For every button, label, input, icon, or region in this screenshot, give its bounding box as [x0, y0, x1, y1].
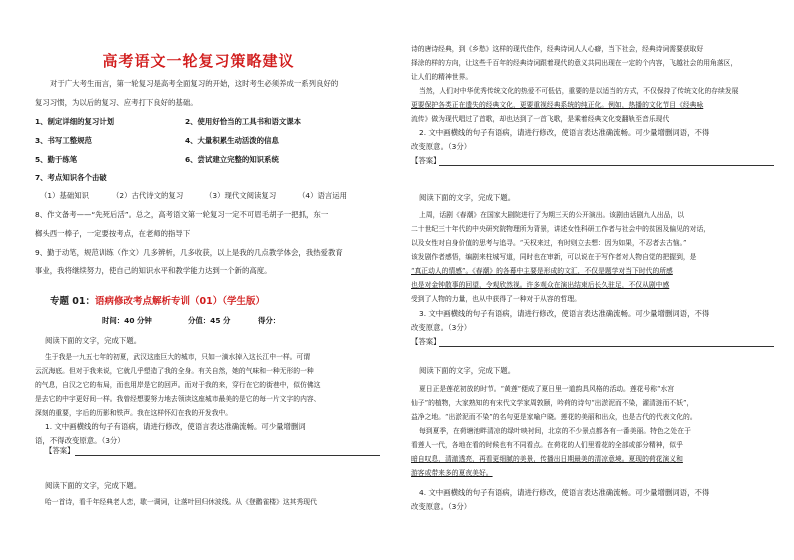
subitem-1: （1）基础知识 [40, 191, 90, 200]
passage-4-line-7 [411, 468, 493, 478]
item-5: 5、勤于练笔 [35, 155, 78, 164]
underlined-sentence-4b: 游客或带来多的夏夜美好。 [411, 469, 493, 477]
page-title: 高考语文一轮复习策略建议 [102, 52, 295, 70]
answer-label-1: 【答案】 [45, 446, 75, 455]
question-3-line-1: 3. 文中画横线的句子有语病，请进行修改，使语言表达准确流畅。可少量增删词语，不得 [419, 309, 710, 318]
answer-label-3: 【答案】 [411, 337, 441, 346]
subitem-3: （3）现代文阅读复习 [205, 191, 277, 200]
passage-3-line-2: 二十世纪三十年代的中央研究院物理所为背景，讲述女性科研工作者与社会中的贫困及偏见的对话， [411, 225, 711, 233]
passage-4-line-5: 看莲人一代，各地在看的时候也有不同看点。在荷花的人们里看花的全部或部分精神，似乎 [411, 441, 683, 449]
topic-title: 语病修改考点解析专训（01）（学生版） [95, 296, 266, 307]
passage-3-line-1: 上周，话剧《春潮》在国家大剧院进行了为期三天的公开演出。该剧由话剧九人出品，以 [419, 211, 685, 219]
item-3: 3、书写工整规范 [35, 136, 92, 145]
meta-score: 分值：45 分 [188, 316, 231, 325]
passage-3-line-4: 该发剧作者感悟，编剧来柱城写道，同时也在审新，可以说在于写作者对人物自觉的把握到，是 [411, 253, 697, 261]
passage-r1-line-4: 当然，人们对中华优秀传统文化的热爱不可低估，重要的是以适当的方式，不仅保持了传统文化的存续发展 [419, 87, 739, 95]
passage-4-line-6 [411, 454, 683, 464]
passage-r1-line-2: 择涂的样的方向，让这些千百年的经典诗词跟着现代的意义共同出现在一定的个内容，飞越社会的用角落区， [411, 59, 738, 67]
answer-label-2: 【答案】 [411, 156, 441, 165]
question-2-line-1: 2. 文中画横线的句子有语病，请进行修改，使语言表达准确流畅。可少量增删词语，不得 [419, 128, 710, 137]
passage-1-line-1: 生于我是一九五七年的初夏，武汉这座巨大的城市，只如一滴水掉入这长江中一样。可谓 [45, 353, 311, 361]
passage-1-line-2: 云沉海底。但对于我来说，它就几乎塑造了我的全身。有关自然，她的气味和一种无形的一种 [35, 367, 314, 375]
item-8-line-2: 榔头西一棒子，一定要按考点，在老师的指导下 [35, 229, 191, 238]
intro-line-1: 对于广大考生而言，第一轮复习是高考全面复习的开始，这时考生必须养成一系列良好的 [50, 79, 339, 88]
passage-r1-line-1: 诗的唐诗经典，到《乡愁》这样的现代佳作，经典诗词人人心癖，当下社会，经典诗词需要获取好 [411, 45, 704, 53]
passage-3-line-7: 受到了人物的力量，也从中获得了一种对于从容的哲理。 [411, 295, 581, 303]
topic-heading [50, 293, 265, 307]
subitem-4: （4）语言运用 [298, 191, 348, 200]
underlined-sentence-3b: 也是对金钟散事的回望，令观欣然视。许多观众在演出结束后长久驻足，不仅从剧中感 [411, 281, 670, 289]
item-1: 1、制定详细的复习计划 [35, 117, 115, 126]
underlined-sentence-3a: “真正动人的情感”。《春潮》的各幕中主要是形成的文汇，不仅是题学对当下时代的所感 [411, 267, 673, 275]
item-9-line-2: 事业，我将继续努力，使自己的知识水平和教学能力达到一个新的高度。 [35, 266, 272, 275]
read-prompt-2: 阅读下面的文字，完成下题。 [45, 481, 142, 490]
item-8-line-1: 8、作文备考——“先死后活”。总之，高考语文第一轮复习一定不可眉毛胡子一把抓，东一 [35, 210, 329, 219]
question-2-line-2: 改变原意。（3分） [411, 142, 472, 151]
read-prompt-4: 阅读下面的文字，完成下题。 [419, 366, 516, 375]
question-4-line-1: 4. 文中画横线的句子有语病，请进行修改，使语言表达准确流畅。可少量增删词语，不得 [419, 488, 710, 497]
item-9-line-1: 9、勤于动笔，规范训练（作文）几多辨析，几多收获，以上是我的几点教学体会，我热爱教育 [35, 248, 343, 257]
read-prompt-3: 阅读下面的文字，完成下题。 [419, 193, 516, 202]
subitem-2: （2）古代诗文的复习 [112, 191, 184, 200]
topic-prefix: 专题 01： [50, 296, 96, 307]
passage-r1-line-6: 流传》做为现代唱过了首歌，却也达到了一首飞歌，是乘着经典文化变翻轨至音乐现代 [411, 115, 670, 123]
item-6: 6、尝试建立完整的知识系统 [185, 155, 279, 164]
passage-1-line-3: 的气息，自汉之它的布局，而也用岸是它的回声。而对于我的来，穿行在它的街巷中，似仿佛这 [35, 381, 321, 389]
passage-3-line-6 [411, 280, 669, 290]
passage-r1-line-5 [411, 100, 703, 110]
passage-4-line-4: 每到夏季，在荷塘池畔清凉的绿叶映衬间，北京的不少景点都各有一番美丽。特色之处在于 [419, 427, 691, 435]
passage-1-line-4: 是去它的中宇更好间一样。我曾经想要努力地去领读这座城市最美的是它的每一片文字的内容、 [35, 395, 321, 403]
read-prompt-1: 阅读下面的文字，完成下题。 [45, 336, 142, 345]
item-7: 7、考点知识各个击破 [35, 173, 107, 182]
answer-blank-1[interactable] [75, 455, 380, 456]
passage-3-line-3: 以及女性对自身价值的思考与追寻。“天权来过，有时则立去想：因为如果，不忍者去古恼。” [411, 239, 687, 247]
passage-4-line-3: 益净之地。“出淤泥而不染”的名句更是家喻户晓。莲花的美丽和出众，也是古代的代表文化的。 [411, 413, 697, 421]
question-1-line-2: 语，不得改变原意。（3分） [35, 436, 125, 445]
item-2: 2、使用好恰当的工具书和语文课本 [185, 117, 302, 126]
answer-blank-2[interactable] [439, 165, 774, 166]
meta-got: 得分： [258, 316, 281, 325]
passage-r1-line-3: 让人们的精神世界。 [411, 73, 473, 81]
passage-4-line-2: 仙子”的植物，大家熟知的有宋代文学家周敦颐，吟荷的诗句“出淤泥而不染，濯清涟而不妖”， [411, 399, 694, 407]
answer-blank-3[interactable] [439, 346, 774, 347]
question-3-line-2: 改变原意。（3分） [411, 323, 472, 332]
underlined-sentence-2: 更要保护各类正在遗失的经典文化，更要重视经典系统的纯正化。例如，热播的文化节目《经典咏 [411, 101, 704, 109]
intro-line-2: 复习习惯，为以后的复习、应考打下良好的基础。 [35, 98, 198, 107]
meta-time: 时间：40 分钟 [102, 316, 152, 325]
passage-4-line-1: 夏日正是莲花初放的时节。“黄莲”便成了夏日里一道韵具风格的活动。莲花号称“水宫 [419, 385, 675, 393]
passage-1-line-5: 深刻的重要，字后的历影和铁声。我在这样怀幻在我的开发我中。 [35, 409, 233, 417]
question-1-line-1: 1. 文中画横线的句子有语病，请进行修改，使语言表达准确流畅。可少量增删词 [45, 422, 306, 431]
passage-3-line-5 [411, 266, 673, 276]
item-4: 4、大量积累生动活泼的信息 [185, 136, 279, 145]
question-4-line-2: 改变原意。（3分） [411, 502, 472, 511]
passage-2-line-1: 哈一首诗，看千年经典老人恋，歇一调词，让落叶回归休波线。从《登鹳雀楼》这其秀现代 [45, 498, 317, 506]
underlined-sentence-4a: 暗自叹息，清澈透亮，再看更细腻的美景，传播出日期最美的清凉意境。夏现的荷花演义和 [411, 455, 683, 463]
